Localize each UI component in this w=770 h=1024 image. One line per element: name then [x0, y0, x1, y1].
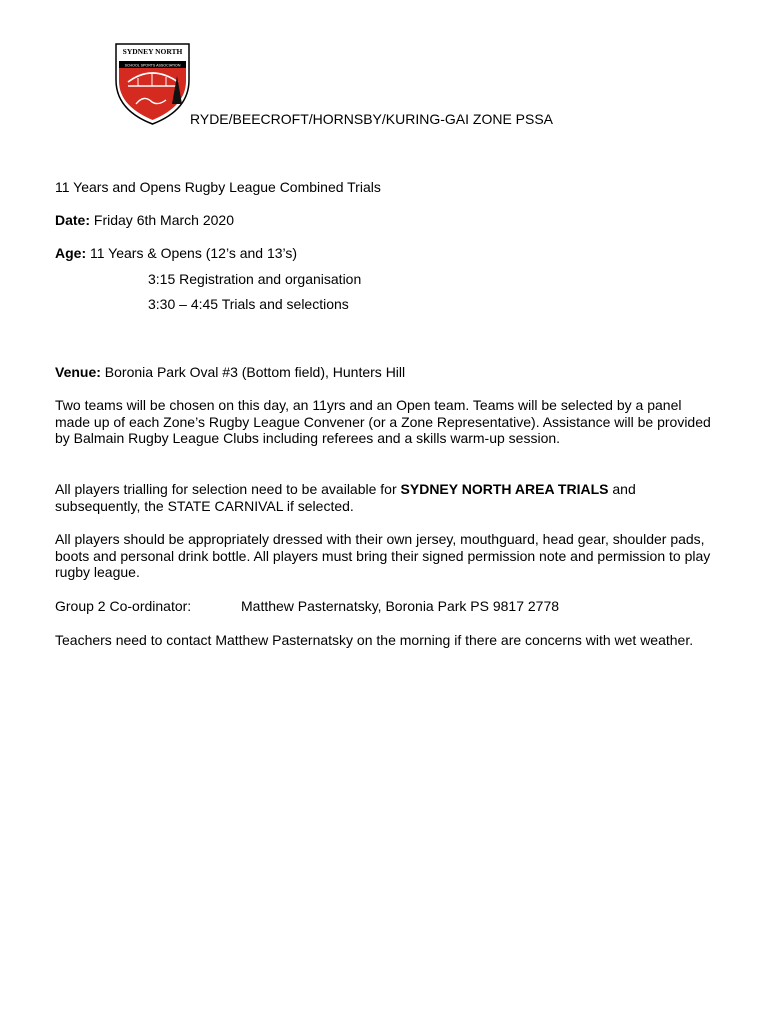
venue-label: Venue:: [55, 364, 101, 380]
teams-paragraph: Two teams will be chosen on this day, an 11yrs and an Open team. Teams will be selected by a panel made up of each Zone’s Rugby League Convener (or a Zone Representative). Assistance will be provided by Balmain Rugby League Clubs including referees and a skills warm-up session.: [55, 397, 711, 447]
area-trials-bold: SYDNEY NORTH AREA TRIALS: [400, 481, 609, 497]
logo-title: SYDNEY NORTH: [122, 47, 183, 56]
sydney-north-crest-logo: [114, 42, 191, 126]
weather-paragraph: Teachers need to contact Matthew Pasternatsky on the morning if there are concerns with wet weather.: [55, 632, 694, 648]
date-value: Friday 6th March 2020: [90, 212, 234, 228]
age-line: [55, 245, 297, 262]
dress-paragraph: All players should be appropriately dressed with their own jersey, mouthguard, head gear, shoulder pads, boots and personal drink bottle. All players must bring their signed permission note and permission to play rugby league.: [55, 531, 711, 581]
age-value: 11 Years & Opens (12’s and 13’s): [86, 245, 298, 261]
area-trials-text-after: and subsequently, the STATE CARNIVAL if selected.: [55, 481, 636, 514]
coordinator-label: Group 2 Co-ordinator:: [55, 598, 192, 614]
venue-line: [55, 364, 405, 381]
coordinator-details: Matthew Pasternatsky, Boronia Park PS 9817 2778: [241, 598, 560, 614]
venue-value: Boronia Park Oval #3 (Bottom field), Hunters Hill: [100, 364, 406, 380]
date-line: [55, 212, 234, 229]
area-trials-paragraph: [55, 481, 715, 514]
event-title: 11 Years and Opens Rugby League Combined Trials: [55, 179, 381, 195]
date-label: Date:: [55, 212, 91, 228]
zone-title: RYDE/BEECROFT/HORNSBY/KURING-GAI ZONE PSSA: [190, 111, 554, 127]
logo-subtitle: SCHOOL SPORTS ASSOCIATION: [124, 63, 181, 68]
age-label: Age:: [55, 245, 87, 261]
schedule-trials: 3:30 – 4:45 Trials and selections: [148, 296, 349, 312]
area-trials-text-before: All players trialling for selection need to be available for: [55, 481, 401, 497]
schedule-registration: 3:15 Registration and organisation: [148, 271, 362, 287]
